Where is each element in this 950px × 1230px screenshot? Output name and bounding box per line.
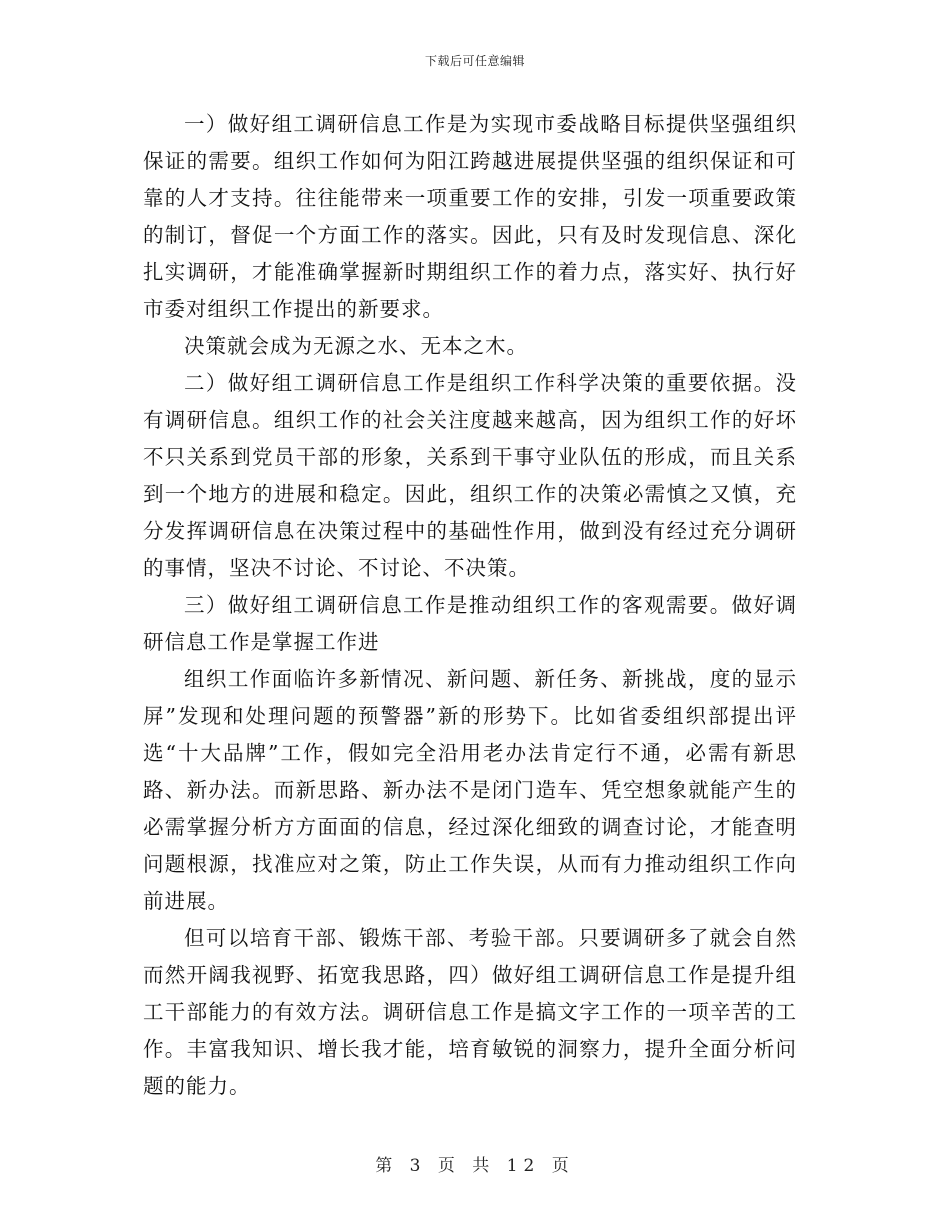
paragraph-2: 决策就会成为无源之水、无本之木。	[184, 334, 528, 358]
page-header: 下载后可任意编辑	[424, 54, 525, 68]
page-number-footer: 第 3 页 共 12 页	[375, 1156, 575, 1176]
paragraph-1: 一）做好组工调研信息工作是为实现市委战略目标提供坚强组织保证的需要。组织工作如何为阳江跨越进展提供坚强的组织保证和可靠的人才支持。往往能带来一项重要工作的安排，引发一项重要政策的制订，督促一个方面工作的落实。因此，只有及时发现信息、深化扎实调研，才能准确掌握新时期组织工作的着力点，落实好、执行好市委对组织工作提出的新要求。	[143, 112, 797, 321]
paragraph-5: 组织工作面临许多新情况、新问题、新任务、新挑战，度的显示屏”发现和处理问题的预警器”新的形势下。比如省委组织部提出评选“十大品牌”工作，假如完全沿用老办法肯定行不通，必需有新思路、新办法。而新思路、新办法不是闭门造车、凭空想象就能产生的必需掌握分析方方面面的信息，经过深化细致的调查讨论，才能查明问题根源，找准应对之策，防止工作失误，从而有力推动组织工作向前进展。	[143, 667, 797, 913]
paragraph-6: 但可以培育干部、锻炼干部、考验干部。只要调研多了就会自然而然开阔我视野、拓宽我思路，四）做好组工调研信息工作是提升组工干部能力的有效方法。调研信息工作是搞文字工作的一项辛苦的工作。丰富我知识、增长我才能，培育敏锐的洞察力，提升全面分析问题的能力。	[143, 926, 797, 1098]
document-body	[143, 106, 797, 1105]
paragraph-4: 三）做好组工调研信息工作是推动组织工作的客观需要。做好调研信息工作是掌握工作进	[143, 593, 797, 654]
paragraph-3: 二）做好组工调研信息工作是组织工作科学决策的重要依据。没有调研信息。组织工作的社会关注度越来越高，因为组织工作的好坏不只关系到党员干部的形象，关系到干事守业队伍的形成，而且关系到一个地方的进展和稳定。因此，组织工作的决策必需慎之又慎，充分发挥调研信息在决策过程中的基础性作用，做到没有经过充分调研的事情，坚决不讨论、不讨论、不决策。	[143, 371, 797, 580]
